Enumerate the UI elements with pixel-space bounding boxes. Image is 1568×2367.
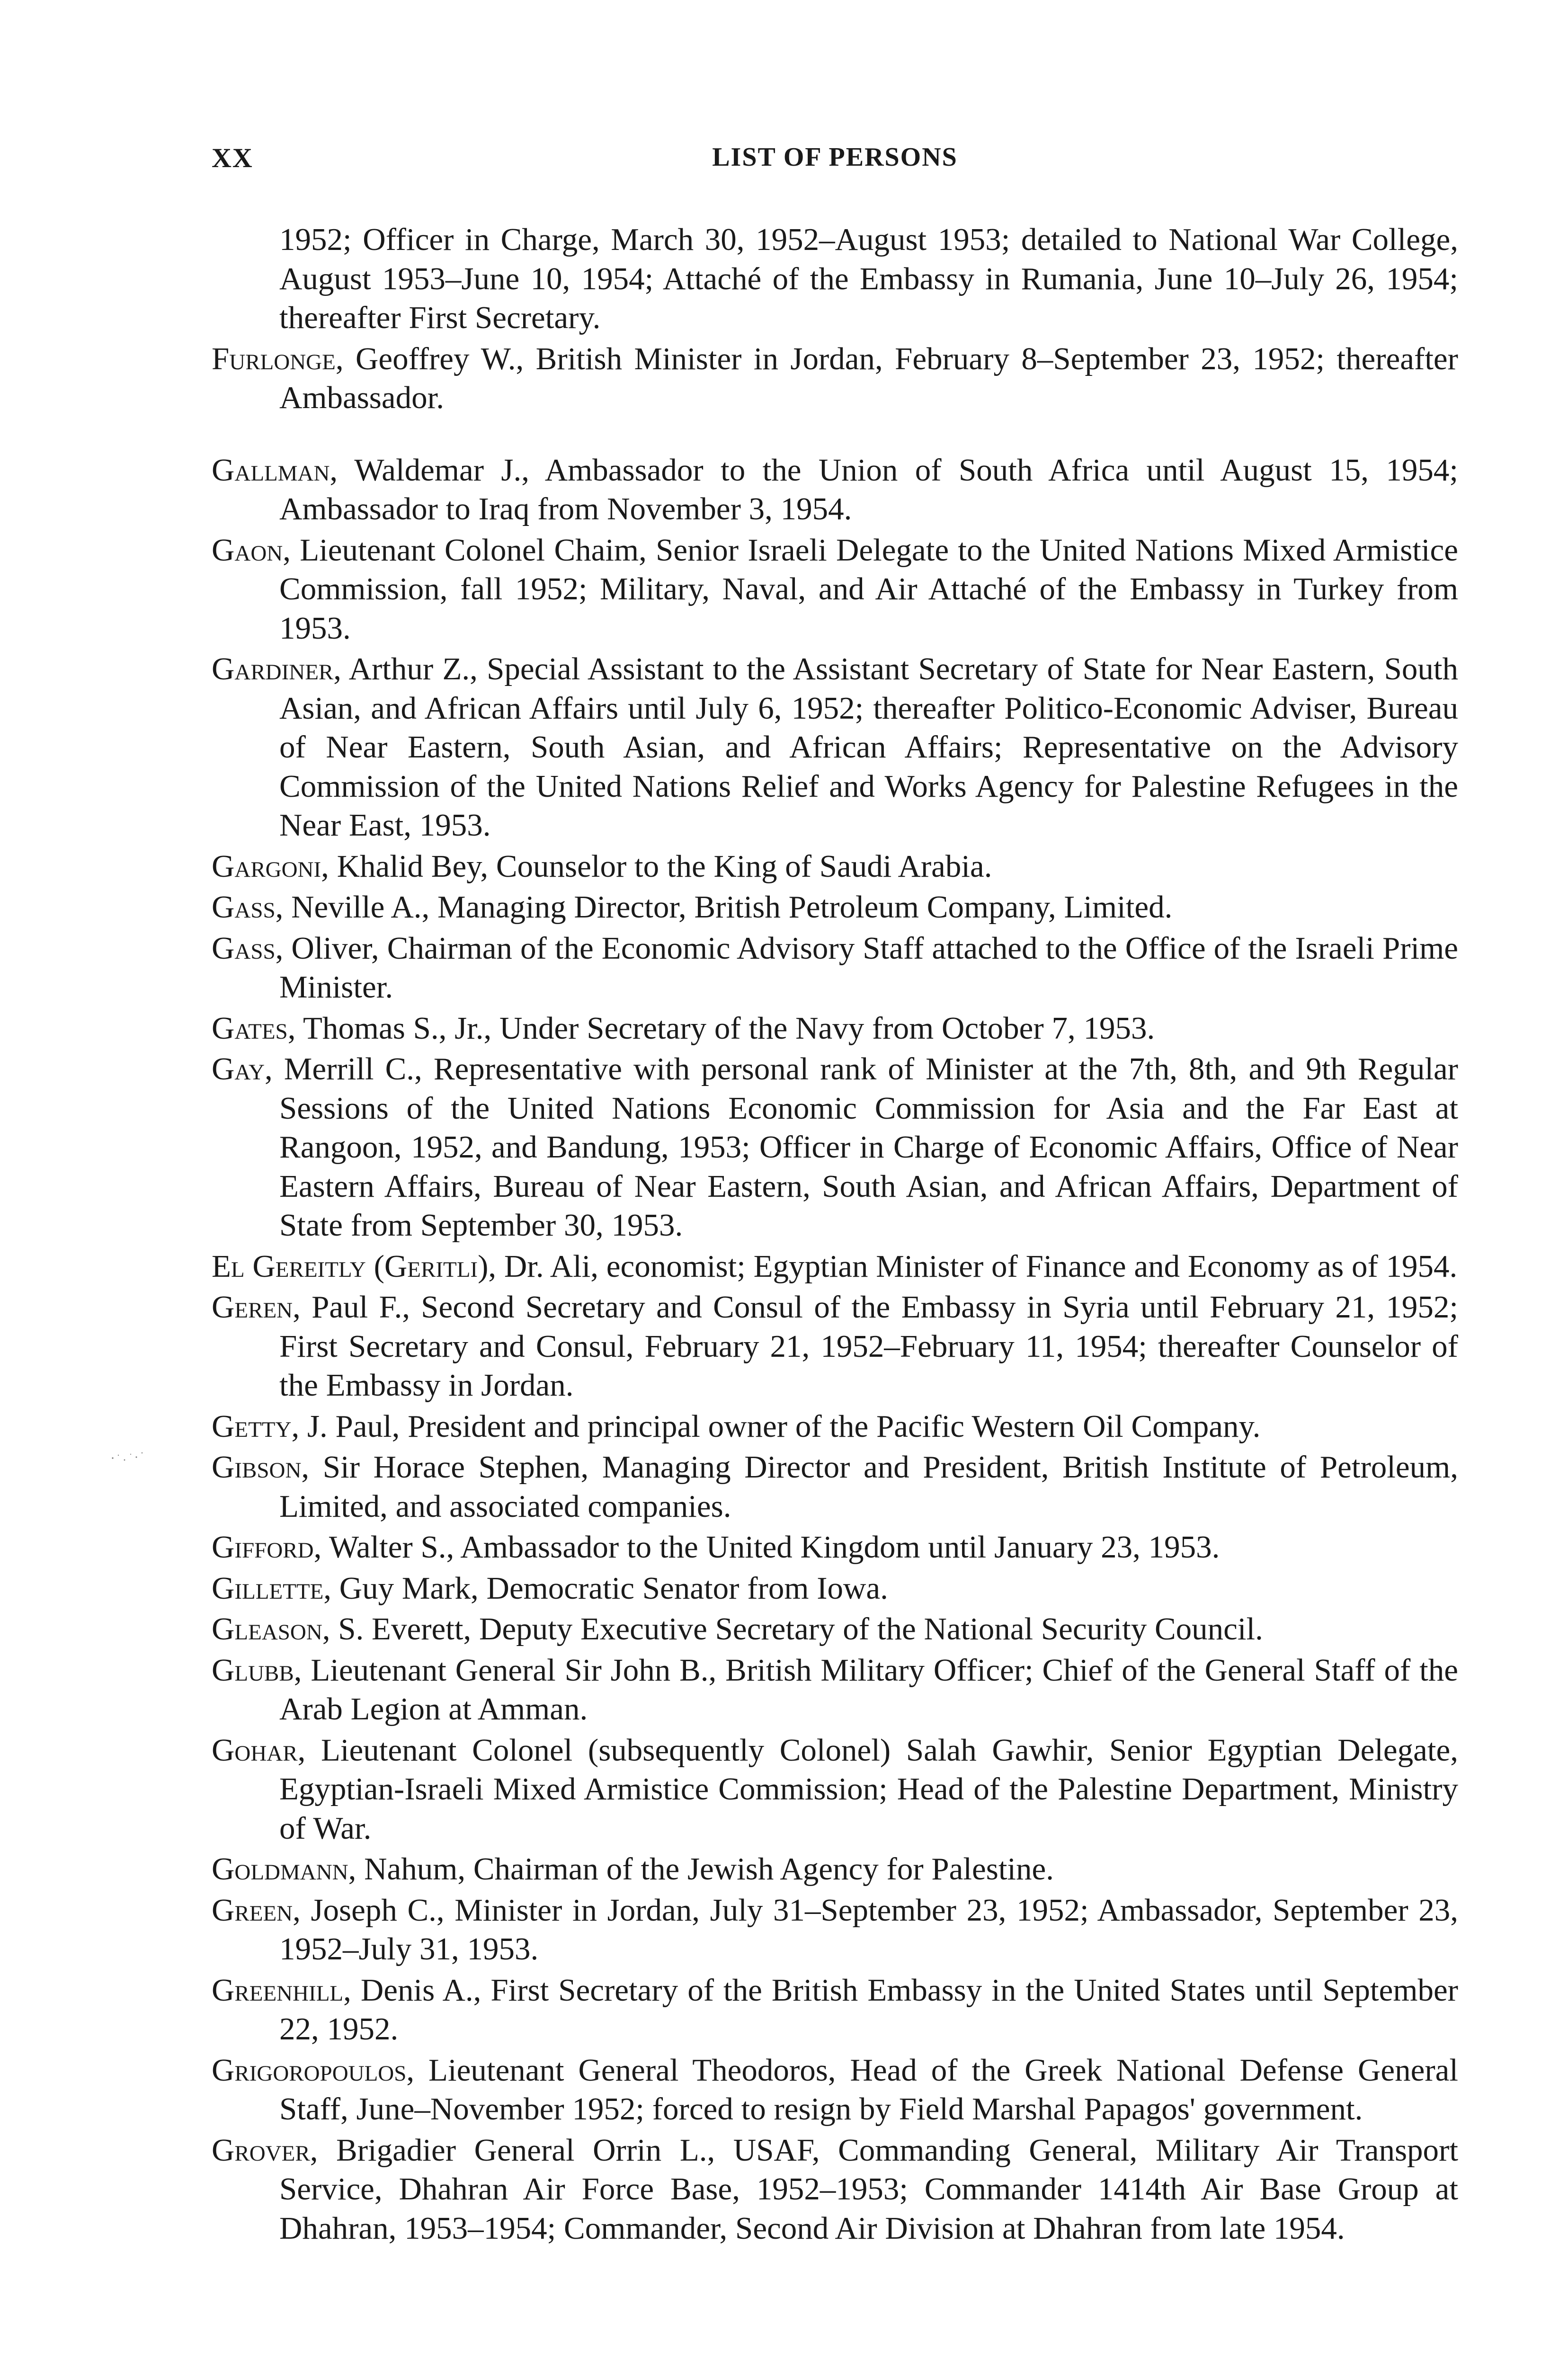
entry-text: , Lieutenant Colonel Chaim, Senior Israeli Delegate to the United Nations Mixed Armistice Commission, fall 1952; Military, Naval, and Air Attaché of the Embassy in Turkey from 1953. xyxy=(279,532,1458,646)
entry-text: , Walter S., Ambassador to the United Kingdom until January 23, 1953. xyxy=(313,1530,1220,1565)
entry-surname: Gifford xyxy=(212,1530,314,1565)
entry-text: , Thomas S., Jr., Under Secretary of the Navy from October 7, 1953. xyxy=(287,1010,1155,1046)
list-item xyxy=(212,1247,1458,1286)
entry-surname: Furlonge xyxy=(212,341,336,376)
page-header xyxy=(212,142,1458,185)
list-item xyxy=(212,1610,1458,1649)
entry-surname: Gohar xyxy=(212,1732,298,1768)
entry-surname: Greenhill xyxy=(212,1972,344,2008)
entry-surname: Gass xyxy=(212,930,276,966)
list-item xyxy=(212,1050,1458,1245)
list-item xyxy=(212,1407,1458,1446)
list-item xyxy=(212,1448,1458,1526)
entry-surname: Gay xyxy=(212,1051,265,1086)
entry-text: , Merrill C., Representative with personal rank of Minister at the 7th, 8th, and 9th Regular Sessions of the United Nations Economic Commission for Asia and the Far East at Rangoon, 1952, and Bandung, 1953; Officer in Charge of Economic Affairs, Office of Near Eastern Affairs, Bureau of Near Eastern, South Asian, and African Affairs, Department of State from September 30, 1953. xyxy=(264,1051,1458,1243)
entry-surname: Gallman xyxy=(212,452,330,488)
entry-surname: Gargoni xyxy=(212,848,321,884)
list-item xyxy=(212,1651,1458,1729)
list-item xyxy=(212,531,1458,648)
entry-text: , Paul F., Second Secretary and Consul of the Embassy in Syria until February 21, 1952; First Secretary and Consul, February 21, 1952–February 11, 1954; thereafter Counselor of the Embassy in Jordan. xyxy=(279,1290,1458,1403)
list-item xyxy=(212,1528,1458,1567)
list-item xyxy=(212,1731,1458,1848)
entry-text: , Sir Horace Stephen, Managing Director and President, British Institute of Petroleum, Limited, and associated companies. xyxy=(279,1450,1458,1524)
entry-surname: Green xyxy=(212,1892,293,1928)
entry-text: , Geoffrey W., British Minister in Jordan, February 8–September 23, 1952; thereafter Ambassador. xyxy=(279,341,1458,415)
list-item xyxy=(212,929,1458,1007)
entry-surname: Goldmann xyxy=(212,1851,348,1886)
entry-surname: Grigoropoulos xyxy=(212,2052,407,2088)
list-item xyxy=(212,1569,1458,1608)
entry-text: , Khalid Bey, Counselor to the King of Saudi Arabia. xyxy=(321,848,992,884)
entry-text: , Brigadier General Orrin L., USAF, Commanding General, Military Air Transport Service, Dhahran Air Force Base, 1952–1953; Commander 1414th Air Base Group at Dhahran, 1953–1954; Commander, Second Air Division at Dhahran from late 1954. xyxy=(279,2132,1458,2246)
list-item xyxy=(212,1850,1458,1889)
list-item xyxy=(212,451,1458,529)
entry-text: , Lieutenant General Theodoros, Head of the Greek National Defense General Staff, June–November 1952; forced to resign by Field Marshal Papagos' government. xyxy=(279,2052,1458,2127)
list-item xyxy=(212,847,1458,886)
entry-surname: Gillette xyxy=(212,1570,324,1606)
list-item xyxy=(212,2051,1458,2129)
list-item xyxy=(212,888,1458,927)
entry-text: , Waldemar J., Ambassador to the Union of South Africa until August 15, 1954; Ambassador to Iraq from November 3, 1954. xyxy=(279,452,1458,526)
entry-surname: Getty xyxy=(212,1408,292,1444)
entry-text: , Guy Mark, Democratic Senator from Iowa. xyxy=(323,1570,888,1606)
entry-surname: Gleason xyxy=(212,1611,322,1646)
entry-surname: Geren xyxy=(212,1290,293,1325)
list-item xyxy=(212,1891,1458,1969)
entry-surname: Gardiner xyxy=(212,651,334,686)
list-of-persons xyxy=(212,220,1458,2250)
entry-text: , Oliver, Chairman of the Economic Advisory Staff attached to the Office of the Israeli Prime Minister. xyxy=(275,930,1458,1005)
entry-text: , Lieutenant General Sir John B., British Military Officer; Chief of the General Staff of the Arab Legion at Amman. xyxy=(279,1652,1458,1726)
entry-text: , Joseph C., Minister in Jordan, July 31–September 23, 1952; Ambassador, September 23, 1952–July 31, 1953. xyxy=(279,1892,1458,1967)
entry-surname: Gates xyxy=(212,1010,288,1046)
list-item xyxy=(212,2131,1458,2248)
running-head: LIST OF PERSONS xyxy=(712,142,958,172)
entry-text: , Lieutenant Colonel (subsequently Colonel) Salah Gawhir, Senior Egyptian Delegate, Egyptian-Israeli Mixed Armistice Commission; Head of the Palestine Department, Ministry of War. xyxy=(279,1732,1458,1846)
list-item xyxy=(212,1288,1458,1405)
scan-specks xyxy=(109,1449,147,1468)
entry-surname: Glubb xyxy=(212,1652,294,1688)
entry-text: , S. Everett, Deputy Executive Secretary of the National Security Council. xyxy=(322,1611,1263,1646)
entry-surname: Grover xyxy=(212,2132,310,2168)
entry-text: , Neville A., Managing Director, British Petroleum Company, Limited. xyxy=(275,890,1173,925)
entry-surname: Gaon xyxy=(212,532,283,568)
entry-text: , J. Paul, President and principal owner of the Pacific Western Oil Company. xyxy=(291,1408,1261,1444)
entry-text: , Dr. Ali, economist; Egyptian Minister of Finance and Economy as of 1954. xyxy=(488,1248,1458,1284)
list-item xyxy=(212,650,1458,845)
list-item-continued xyxy=(212,220,1458,338)
entry-surname: El Gereitly (Geritli) xyxy=(212,1248,489,1284)
entry-text: , Denis A., First Secretary of the British Embassy in the United States until September 22, 1952. xyxy=(279,1972,1458,2047)
entry-text: 1952; Officer in Charge, March 30, 1952–August 1953; detailed to National War College, August 1953–June 10, 1954; Attaché of the Embassy in Rumania, June 10–July 26, 1954; thereafter First Secretary. xyxy=(279,222,1458,335)
list-item xyxy=(212,1971,1458,2049)
entry-surname: Gibson xyxy=(212,1450,302,1485)
entry-text: , Nahum, Chairman of the Jewish Agency for Palestine. xyxy=(348,1851,1054,1886)
list-item xyxy=(212,339,1458,418)
entry-text: , Arthur Z., Special Assistant to the Assistant Secretary of State for Near Eastern, South Asian, and African Affairs until July 6, 1952; thereafter Politico-Economic Adviser, Bureau of Near Eastern, South Asian, and African Affairs; Representative on the Advisory Commission of the United Nations Relief and Works Agency for Palestine Refugees in the Near East, 1953. xyxy=(279,651,1458,843)
page-number: XX xyxy=(212,142,253,173)
entry-surname: Gass xyxy=(212,890,276,925)
list-item xyxy=(212,1009,1458,1048)
